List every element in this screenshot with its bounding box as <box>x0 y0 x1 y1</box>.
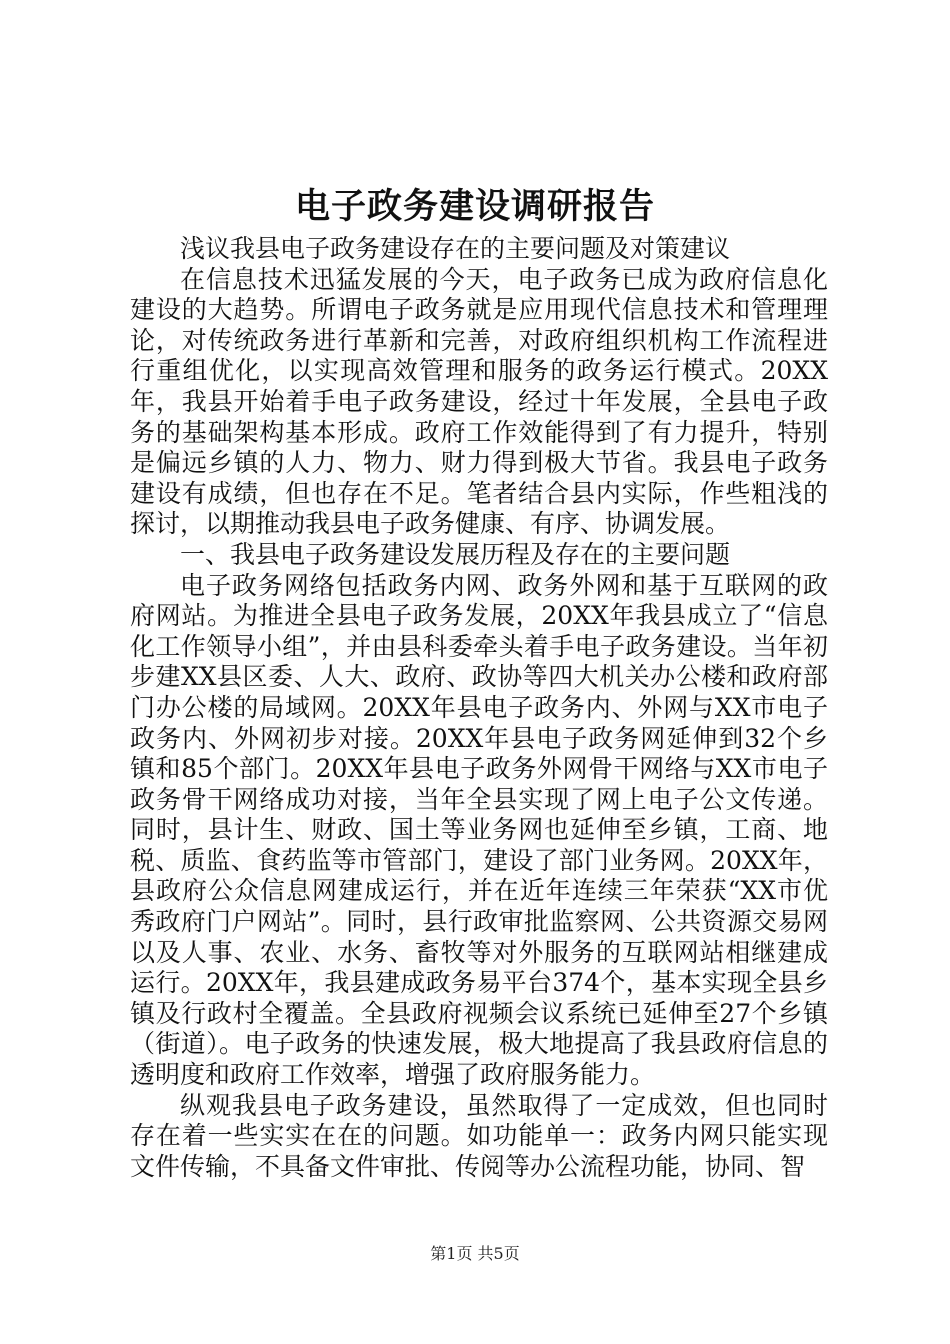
paragraph-intro: 在信息技术迅猛发展的今天，电子政务已成为政府信息化建设的大趋势。所谓电子政务就是应用现代信息技术和管理理论，对传统政务进行革新和完善，对政府组织机构工作流程进行重组优化，以实现高效管理和服务的政务运行模式。20XX年，我县开始着手电子政务建设，经过十年发展，全县电子政务的基础架构基本形成。政府工作效能得到了有力提升，特别是偏远乡镇的人力、物力、财力得到极大节省。我县电子政务建设有成绩，但也存在不足。笔者结合县内实际，作些粗浅的探讨，以期推动我县电子政务健康、有序、协调发展。 <box>130 264 828 539</box>
paragraph-section-heading: 一、我县电子政务建设发展历程及存在的主要问题 <box>180 539 731 569</box>
page-footer: 第1页 共5页 <box>430 1244 520 1263</box>
paragraph-subtitle: 浅议我县电子政务建设存在的主要问题及对策建议 <box>180 234 731 263</box>
document-title: 电子政务建设调研报告 <box>294 187 655 227</box>
paragraph-problems: 纵观我县电子政务建设，虽然取得了一定成效，但也同时存在着一些实实在在的问题。如功能单一：政务内网只能实现文件传输，不具备文件审批、传阅等办公流程功能，协同、智 <box>130 1090 828 1181</box>
document-body <box>130 234 828 1182</box>
paragraph-history: 电子政务网络包括政务内网、政务外网和基于互联网的政府网站。为推进全县电子政务发展，20XX年我县成立了“信息化工作领导小组”，并由县科委牵头着手电子政务建设。当年初步建XX县区委、人大、政府、政协等四大机关办公楼和政府部门办公楼的局域网。20XX年县电子政务内、外网与XX市电子政务内、外网初步对接。20XX年县电子政务网延伸到32个乡镇和85个部门。20XX年县电子政务外网骨干网络与XX市电子政务骨干网络成功对接，当年全县实现了网上电子公文传递。同时，县计生、财政、国土等业务网也延伸至乡镇，工商、地税、质监、食药监等市管部门，建设了部门业务网。20XX年，县政府公众信息网建成运行，并在近年连续三年荣获“XX市优秀政府门户网站”。同时，县行政审批监察网、公共资源交易网以及人事、农业、水务、畜牧等对外服务的互联网站相继建成运行。20XX年，我县建成政务易平台374个，基本实现全县乡镇及行政村全覆盖。全县政府视频会议系统已延伸至27个乡镇（街道）。电子政务的快速发展，极大地提高了我县政府信息的透明度和政府工作效率，增强了政府服务能力。 <box>130 570 828 1090</box>
